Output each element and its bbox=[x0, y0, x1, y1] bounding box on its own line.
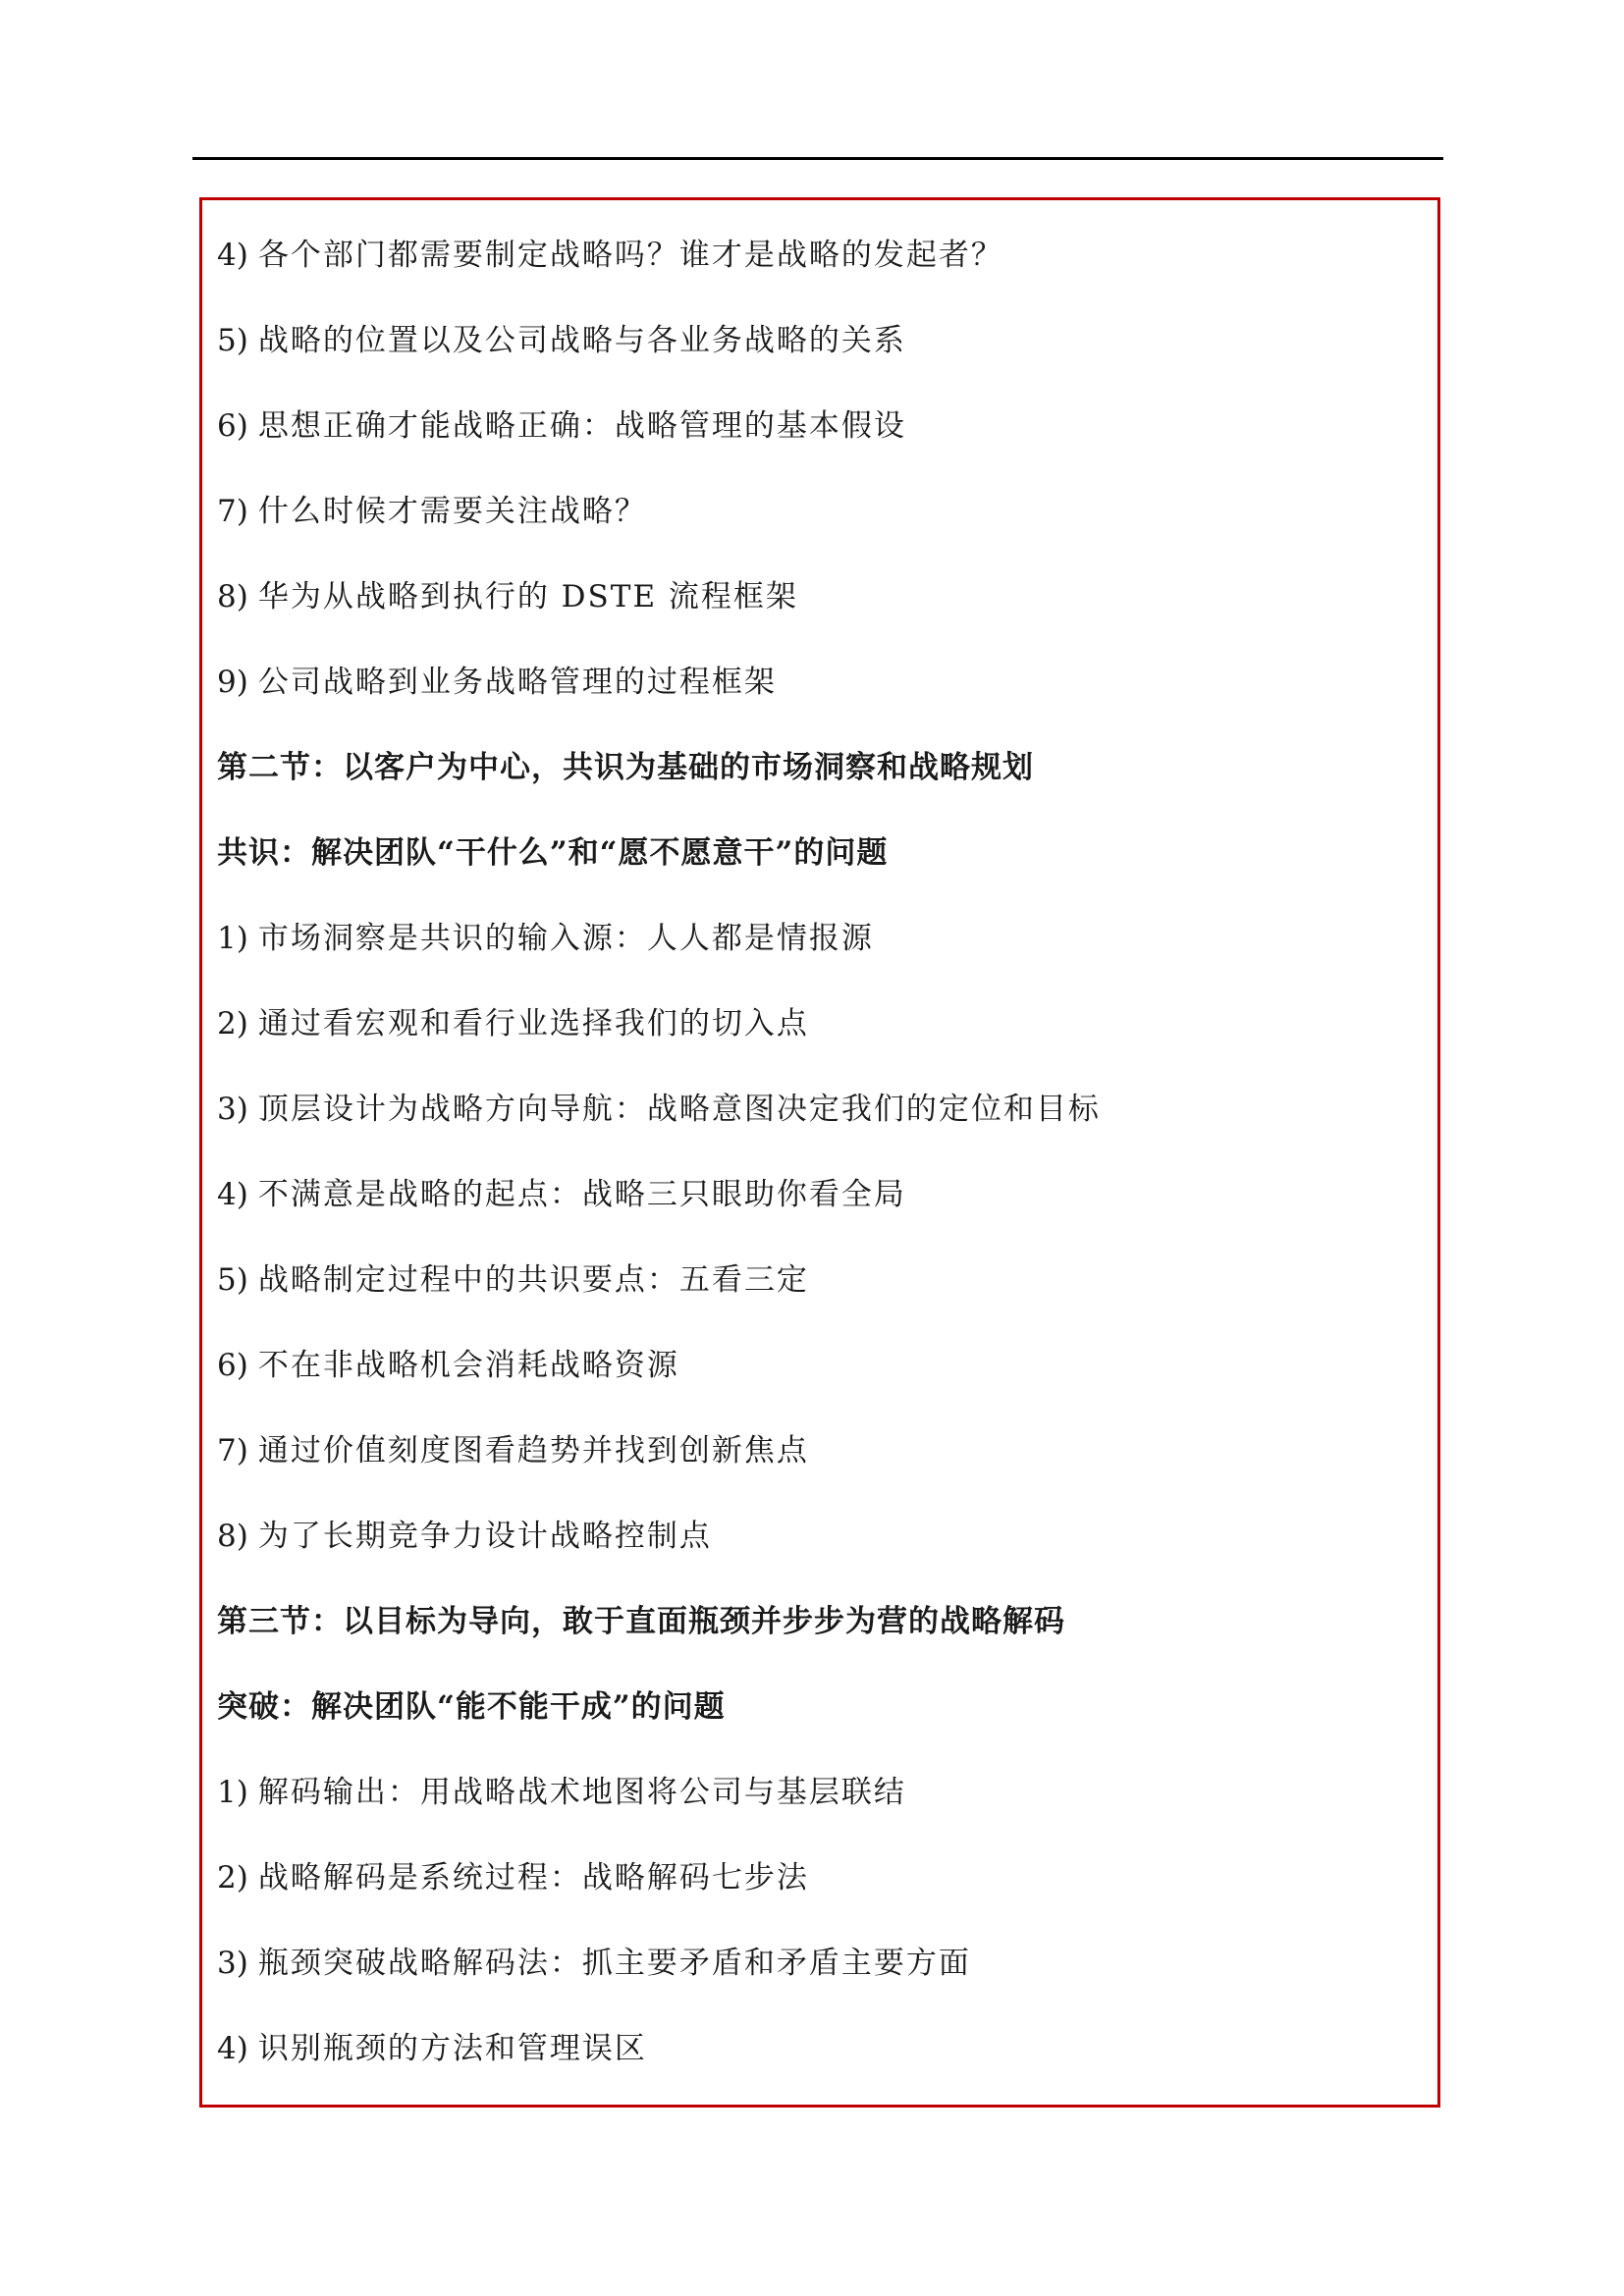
list-item: 7) 通过价值刻度图看趋势并找到创新焦点 bbox=[217, 1433, 809, 1468]
list-item: 2) 战略解码是系统过程：战略解码七步法 bbox=[217, 1860, 809, 1896]
header-rule bbox=[192, 157, 1443, 160]
list-item: 3) 瓶颈突破战略解码法：抓主要矛盾和矛盾主要方面 bbox=[217, 1946, 971, 1981]
list-item: 4) 不满意是战略的起点：战略三只眼助你看全局 bbox=[217, 1177, 906, 1212]
section-heading: 第二节：以客户为中心，共识为基础的市场洞察和战略规划 bbox=[217, 750, 1034, 785]
section-subheading: 共识：解决团队“干什么”和“愿不愿意干”的问题 bbox=[217, 835, 889, 871]
list-item: 3) 顶层设计为战略方向导航：战略意图决定我们的定位和目标 bbox=[217, 1092, 1101, 1127]
list-item: 4) 各个部门都需要制定战略吗？谁才是战略的发起者？ bbox=[217, 238, 1003, 273]
list-item: 5) 战略制定过程中的共识要点：五看三定 bbox=[217, 1262, 809, 1298]
list-item: 1) 市场洞察是共识的输入源：人人都是情报源 bbox=[217, 921, 874, 956]
list-item: 5) 战略的位置以及公司战略与各业务战略的关系 bbox=[217, 323, 906, 358]
list-item: 8) 华为从战略到执行的 DSTE 流程框架 bbox=[217, 579, 798, 614]
list-item: 8) 为了长期竞争力设计战略控制点 bbox=[217, 1519, 712, 1554]
list-item: 4) 识别瓶颈的方法和管理误区 bbox=[217, 2031, 647, 2066]
list-item: 6) 思想正确才能战略正确：战略管理的基本假设 bbox=[217, 408, 906, 444]
list-item: 1) 解码输出：用战略战术地图将公司与基层联结 bbox=[217, 1775, 906, 1810]
section-heading: 第三节：以目标为导向，敢于直面瓶颈并步步为营的战略解码 bbox=[217, 1604, 1065, 1639]
list-item: 9) 公司战略到业务战略管理的过程框架 bbox=[217, 665, 777, 700]
list-item: 6) 不在非战略机会消耗战略资源 bbox=[217, 1348, 679, 1383]
list-item: 2) 通过看宏观和看行业选择我们的切入点 bbox=[217, 1006, 809, 1041]
content-box bbox=[199, 197, 1440, 2108]
section-subheading: 突破：解决团队“能不能干成”的问题 bbox=[217, 1689, 726, 1725]
list-item: 7) 什么时候才需要关注战略？ bbox=[217, 494, 647, 529]
